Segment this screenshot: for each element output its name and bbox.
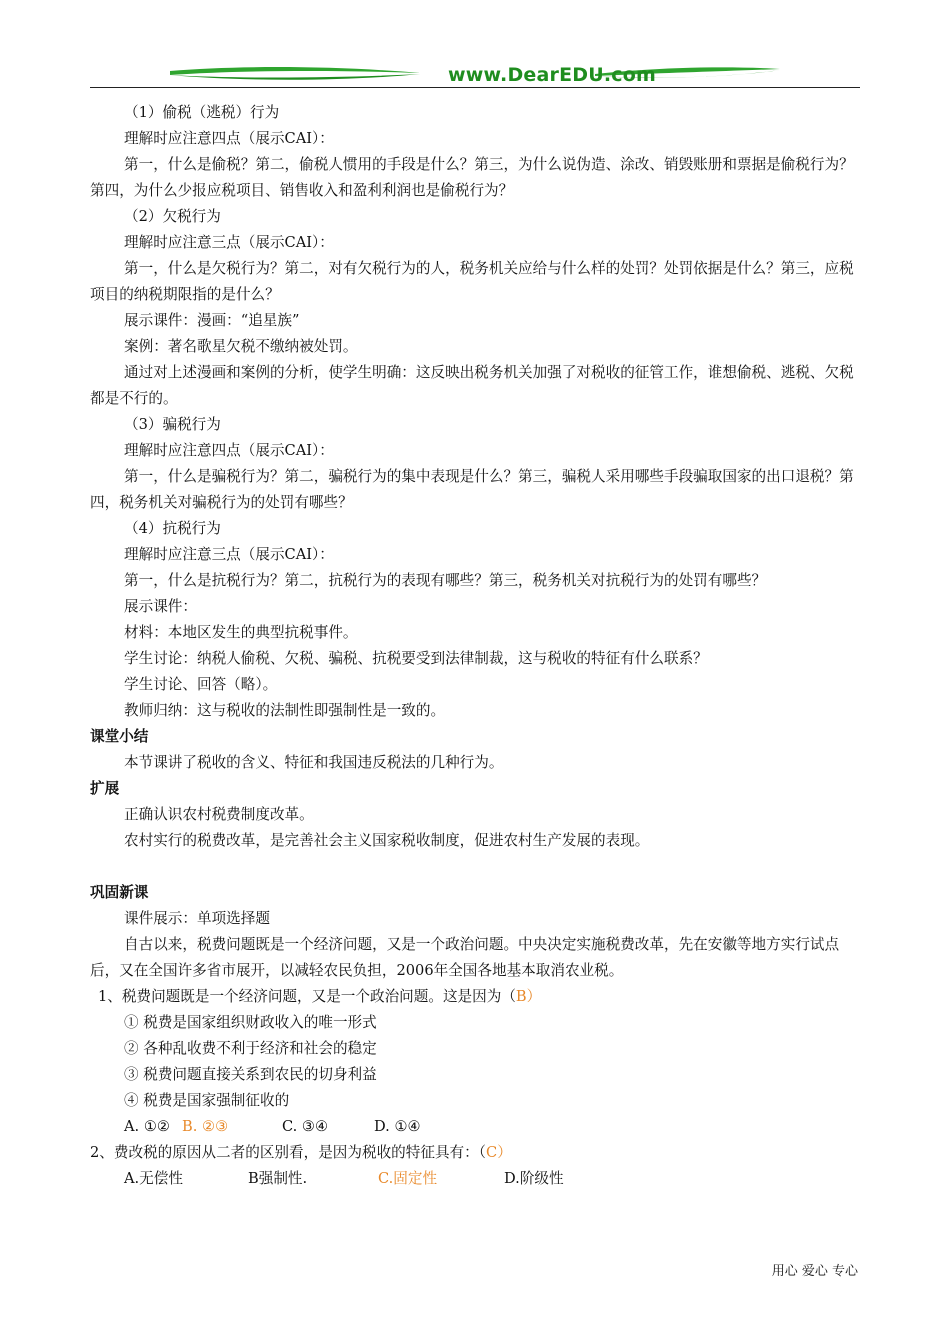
- question-1-option-b: B. ②③: [182, 1118, 229, 1135]
- section-2-case: 案例：著名歌星欠税不缴纳被处罚。: [124, 338, 358, 355]
- question-1-stem-text: 1、税费问题既是一个经济问题，又是一个政治问题。这是因为（: [98, 988, 516, 1005]
- consolidate-courseware: 课件展示：单项选择题: [124, 910, 270, 927]
- section-1-title: （1）偷税（逃税）行为: [124, 104, 280, 121]
- question-2-option-a: A.无偿性: [124, 1170, 183, 1187]
- section-4-discussion: 学生讨论：纳税人偷税、欠税、骗税、抗税要受到法律制裁，这与税收的特征有什么联系？: [124, 650, 708, 667]
- section-4-summary: 教师归纳：这与税收的法制性即强制性是一致的。: [124, 702, 446, 719]
- question-2-answer: C: [486, 1144, 498, 1161]
- site-logo-text: www.DearEDU.com: [448, 64, 657, 86]
- site-header-banner: [90, 62, 860, 88]
- question-1-options: [90, 1114, 862, 1140]
- question-1-close-paren: ）: [526, 988, 542, 1005]
- question-1-item-4: ④ 税费是国家强制征收的: [124, 1092, 290, 1109]
- question-1-option-c: C. ③④: [282, 1118, 329, 1135]
- question-2-option-b: B强制性.: [248, 1170, 308, 1187]
- question-2-option-c: C.固定性: [378, 1170, 438, 1187]
- consolidate-intro: 自古以来，税费问题既是一个经济问题，又是一个政治问题。中央决定实施税费改革，先在安徽等地方实行试点后，又在全国许多省市展开，以减轻农民负担，2006年全国各地基本取消农业税。: [90, 936, 840, 979]
- question-1-stem: [90, 984, 862, 1010]
- section-2-note: 理解时应注意三点（展示CAI）：: [124, 234, 334, 251]
- section-3-note: 理解时应注意四点（展示CAI）：: [124, 442, 334, 459]
- extension-line-1: 正确认识农村税费制度改革。: [124, 806, 314, 823]
- section-2-text: 第一，什么是欠税行为？第二，对有欠税行为的人，税务机关应给与什么样的处罚？处罚依据是什么？第三，应税项目的纳税期限指的是什么？: [90, 260, 854, 303]
- consolidate-heading: 巩固新课: [90, 884, 149, 901]
- section-4-note: 理解时应注意三点（展示CAI）：: [124, 546, 334, 563]
- section-4-text: 第一，什么是抗税行为？第二，抗税行为的表现有哪些？第三，税务机关对抗税行为的处罚有哪些？: [124, 572, 767, 589]
- section-3-text: 第一，什么是骗税行为？第二，骗税行为的集中表现是什么？第三，骗税人采用哪些手段骗取国家的出口退税？第四，税务机关对骗税行为的处罚有哪些？: [90, 468, 854, 511]
- summary-text: 本节课讲了税收的含义、特征和我国违反税法的几种行为。: [124, 754, 504, 771]
- question-1-item-1: ① 税费是国家组织财政收入的唯一形式: [124, 1014, 377, 1031]
- section-2-analysis: 通过对上述漫画和案例的分析，使学生明确：这反映出税务机关加强了对税收的征管工作，谁想偷税、逃税、欠税都是不行的。: [90, 364, 854, 407]
- question-2-options: [90, 1166, 862, 1192]
- question-1-answer: B: [515, 988, 527, 1005]
- extension-line-2: 农村实行的税费改革，是完善社会主义国家税收制度，促进农村生产发展的表现。: [124, 832, 650, 849]
- question-2-option-d: D.阶级性: [504, 1170, 564, 1187]
- question-2-stem-text: 2、费改税的原因从二者的区别看，是因为税收的特征具有：（: [90, 1144, 487, 1161]
- section-2-title: （2）欠税行为: [124, 208, 221, 225]
- section-1-note: 理解时应注意四点（展示CAI）：: [124, 130, 334, 147]
- question-1-option-a: A. ①②: [124, 1118, 170, 1135]
- section-4-material: 材料：本地区发生的典型抗税事件。: [124, 624, 358, 641]
- document-body: [90, 100, 862, 1192]
- section-1-text: 第一，什么是偷税？第二，偷税人惯用的手段是什么？第三，为什么说伪造、涂改、销毁账册和票据是偷税行为？第四，为什么少报应税项目、销售收入和盈利利润也是偷税行为？: [90, 156, 854, 199]
- question-1-option-d: D. ①④: [374, 1118, 421, 1135]
- section-2-courseware: 展示课件：漫画：“追星族”: [124, 312, 300, 329]
- header-divider: [90, 87, 860, 88]
- page-footer: 用心 爱心 专心: [771, 1264, 858, 1279]
- question-2-close-paren: ）: [497, 1144, 512, 1161]
- section-3-title: （3）骗税行为: [124, 416, 221, 433]
- section-4-courseware: 展示课件：: [124, 598, 197, 615]
- extension-heading: 扩展: [90, 780, 120, 797]
- blank-line: [90, 854, 862, 880]
- section-4-answer: 学生讨论、回答（略）。: [124, 676, 278, 693]
- question-2-stem: [90, 1140, 862, 1166]
- question-1-item-3: ③ 税费问题直接关系到农民的切身利益: [124, 1066, 377, 1083]
- summary-heading: 课堂小结: [90, 728, 149, 745]
- question-1-item-2: ② 各种乱收费不利于经济和社会的稳定: [124, 1040, 377, 1057]
- section-4-title: （4）抗税行为: [124, 520, 221, 537]
